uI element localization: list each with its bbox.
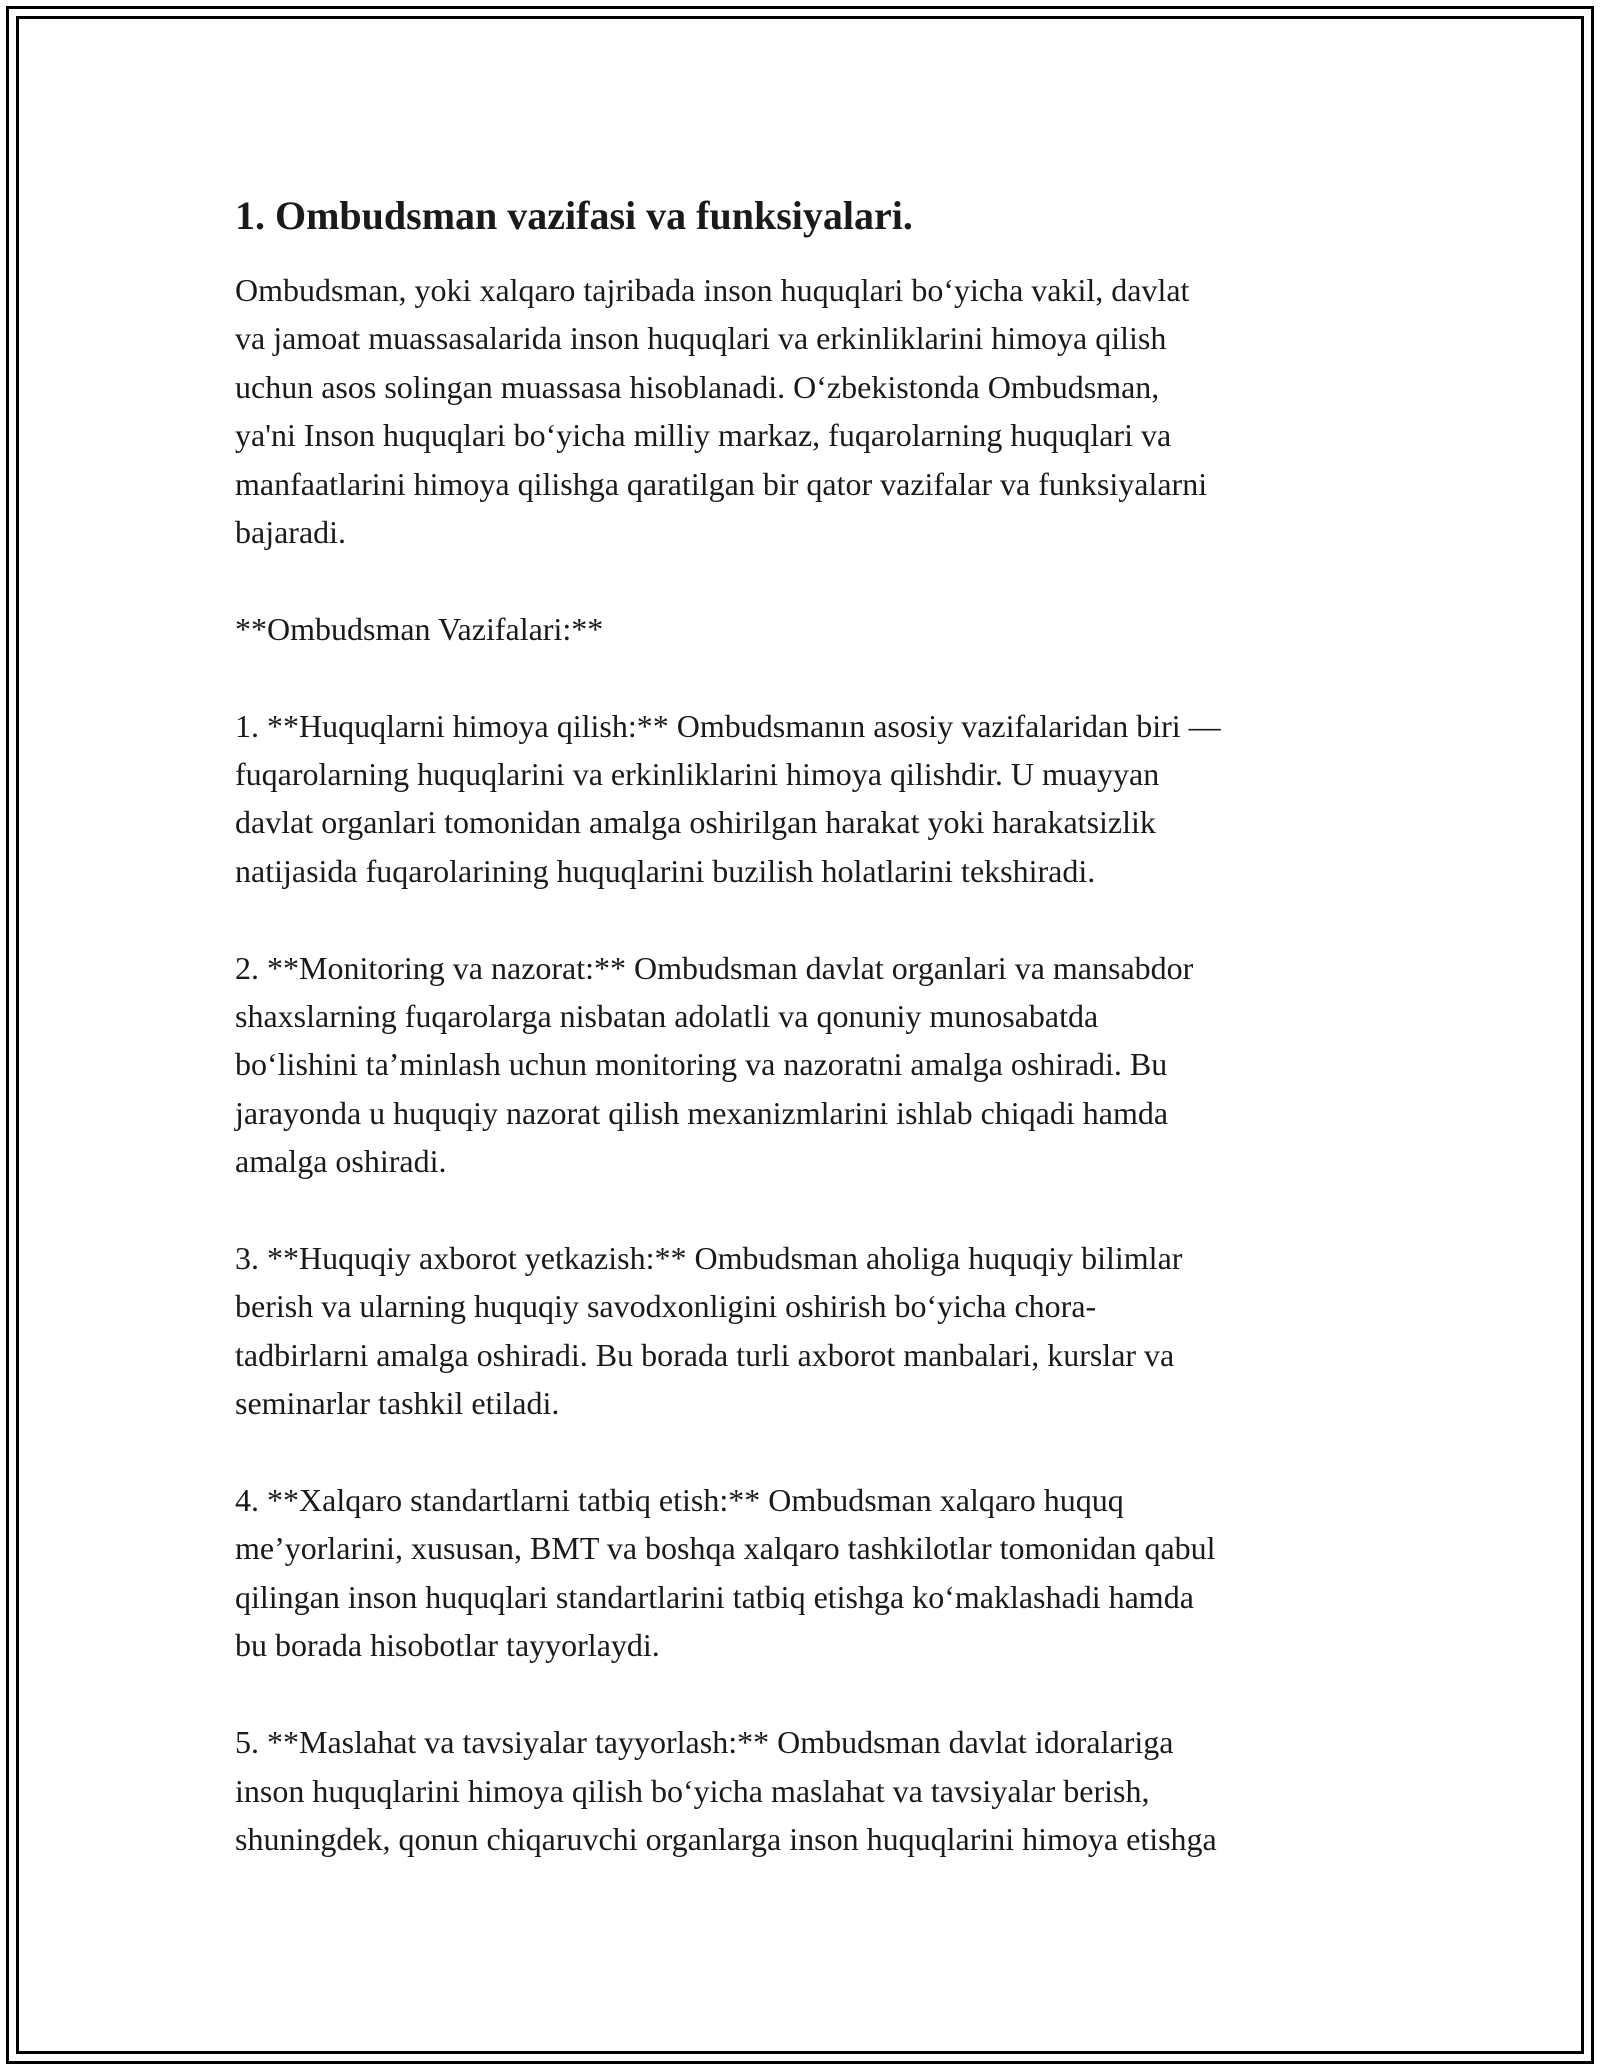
text-line: va jamoat muassasalarida inson huquqlari va erkinliklarini himoya qilish bbox=[235, 320, 1167, 357]
paragraph-gap bbox=[235, 1428, 1375, 1476]
text-line: me’yorlarini, xususan, BMT va boshqa xalqaro tashkilotlar tomonidan qabul bbox=[235, 1530, 1216, 1567]
text-line: inson huquqlarini himoya qilish bo‘yicha maslahat va tavsiyalar berish, bbox=[235, 1772, 1150, 1809]
paragraph-gap bbox=[235, 1670, 1375, 1718]
text-line: seminarlar tashkil etiladi. bbox=[235, 1385, 560, 1422]
text-line: uchun asos solingan muassasa hisoblanadi. O‘zbekistonda Ombudsman, bbox=[235, 368, 1160, 405]
text-line: shuningdek, qonun chiqaruvchi organlarga inson huquqlarini himoya etishga bbox=[235, 1820, 1217, 1857]
text-line: jarayonda u huquqiy nazorat qilish mexanizmlarini ishlab chiqadi hamda bbox=[235, 1094, 1169, 1131]
paragraph-gap bbox=[235, 556, 1375, 604]
text-line: tadbirlarni amalga oshiradi. Bu borada turli axborot manbalari, kurslar va bbox=[235, 1336, 1175, 1373]
list-item-1 bbox=[235, 702, 1375, 896]
text-line: qilingan inson huquqlari standartlarini tatbiq etishga ko‘maklashadi hamda bbox=[235, 1578, 1194, 1615]
text-line: amalga oshiradi. bbox=[235, 1143, 447, 1180]
text-line: shaxslarning fuqarolarga nisbatan adolatli va qonuniy munosabatda bbox=[235, 998, 1099, 1035]
text-line: natijasida fuqarolarining huquqlarini buzilish holatlarini tekshiradi. bbox=[235, 852, 1096, 889]
text-line: bo‘lishini ta’minlash uchun monitoring va nazoratni amalga oshiradi. Bu bbox=[235, 1046, 1168, 1083]
text-line: bu borada hisobotlar tayyorlaydi. bbox=[235, 1627, 660, 1664]
text-line: berish va ularning huquqiy savodxonligini oshirish bo‘yicha chora- bbox=[235, 1288, 1097, 1325]
document-title: 1. Ombudsman vazifasi va funksiyalari. bbox=[235, 193, 913, 238]
paragraph-gap bbox=[235, 653, 1375, 701]
text-line: 4. **Xalqaro standartlarni tatbiq etish:** Ombudsman xalqaro huquq bbox=[235, 1482, 1124, 1519]
text-line: 2. **Monitoring va nazorat:** Ombudsman davlat organlari va mansabdor bbox=[235, 949, 1194, 986]
text-line: 1. **Huquqlarni himoya qilish:** Ombudsmanın asosiy vazifalaridan biri — bbox=[235, 707, 1221, 744]
text-line: Ombudsman, yoki xalqaro tajribada inson huquqlari bo‘yicha vakil, davlat bbox=[235, 272, 1190, 308]
document-body bbox=[235, 190, 1375, 1863]
text-line: fuqarolarning huquqlarini va erkinliklarini himoya qilishdir. U muayyan bbox=[235, 756, 1160, 793]
section-subheading: **Ombudsman Vazifalari:** bbox=[235, 610, 604, 647]
text-line: ya'ni Inson huquqlari bo‘yicha milliy markaz, fuqarolarning huquqlari va bbox=[235, 417, 1172, 454]
list-item-4 bbox=[235, 1476, 1375, 1670]
text-line: davlat organlari tomonidan amalga oshirilgan harakat yoki harakatsizlik bbox=[235, 804, 1156, 841]
paragraph-gap bbox=[235, 1186, 1375, 1234]
list-item-5 bbox=[235, 1718, 1375, 1863]
text-line: bajaradi. bbox=[235, 514, 347, 551]
list-item-2 bbox=[235, 944, 1375, 1186]
text-line: manfaatlarini himoya qilishga qaratilgan bir qator vazifalar va funksiyalarni bbox=[235, 465, 1208, 502]
list-item-3 bbox=[235, 1234, 1375, 1428]
intro-paragraph bbox=[235, 266, 1375, 556]
text-line: 3. **Huquqiy axborot yetkazish:** Ombudsman aholiga huquqiy bilimlar bbox=[235, 1240, 1183, 1277]
text-line: 5. **Maslahat va tavsiyalar tayyorlash:** Ombudsman davlat idoralariga bbox=[235, 1724, 1174, 1761]
paragraph-gap bbox=[235, 895, 1375, 943]
